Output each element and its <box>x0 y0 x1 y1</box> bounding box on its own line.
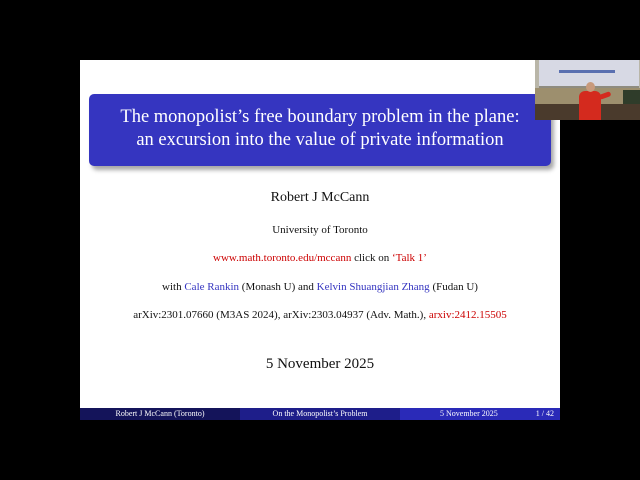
coauthor-affil-2: (Fudan U) <box>429 281 478 293</box>
author-affiliation: University of Toronto <box>272 224 368 236</box>
arxiv-link[interactable]: arxiv:2412.15505 <box>428 309 507 321</box>
footer-page-number: 1 / 42 <box>535 409 554 418</box>
website-instruction: click on <box>351 252 392 264</box>
coauthor-link-zhang[interactable]: Kelvin Shuangjian Zhang <box>316 281 430 293</box>
slide-footer <box>80 408 560 420</box>
coauthors-prefix: with <box>162 281 185 293</box>
slide-title-block <box>89 94 551 166</box>
projected-text <box>559 70 615 73</box>
coauthors-line <box>80 281 560 293</box>
speaker-webcam-inset <box>535 60 640 120</box>
slide-title-line-2: an excursion into the value of private information <box>136 130 504 150</box>
presentation-slide <box>80 60 560 420</box>
coauthor-link-rankin[interactable]: Cale Rankin <box>184 281 240 293</box>
speaker-body <box>579 91 601 120</box>
arxiv-references: arXiv:2301.07660 (M3AS 2024), arXiv:2303.04937 (Adv. Math.), <box>133 309 429 321</box>
footer-title: On the Monopolist’s Problem <box>240 408 400 420</box>
footer-date: 5 November 2025 <box>440 409 498 418</box>
website-line <box>80 252 560 264</box>
arxiv-line <box>80 309 560 321</box>
slide-date: 5 November 2025 <box>265 356 375 372</box>
coauthor-affil-1: (Monash U) and <box>239 281 317 293</box>
footer-author: Robert J McCann (Toronto) <box>80 408 240 420</box>
author-name: Robert J McCann <box>270 190 370 205</box>
slide-title-line-1: The monopolist’s free boundary problem in the plane: <box>120 107 520 127</box>
website-link[interactable]: www.math.toronto.edu/mccann <box>213 252 352 264</box>
footer-right <box>400 408 560 420</box>
speaker-head <box>586 82 595 92</box>
room-monitor <box>623 90 640 104</box>
talk-link[interactable]: ‘Talk 1’ <box>391 252 427 264</box>
